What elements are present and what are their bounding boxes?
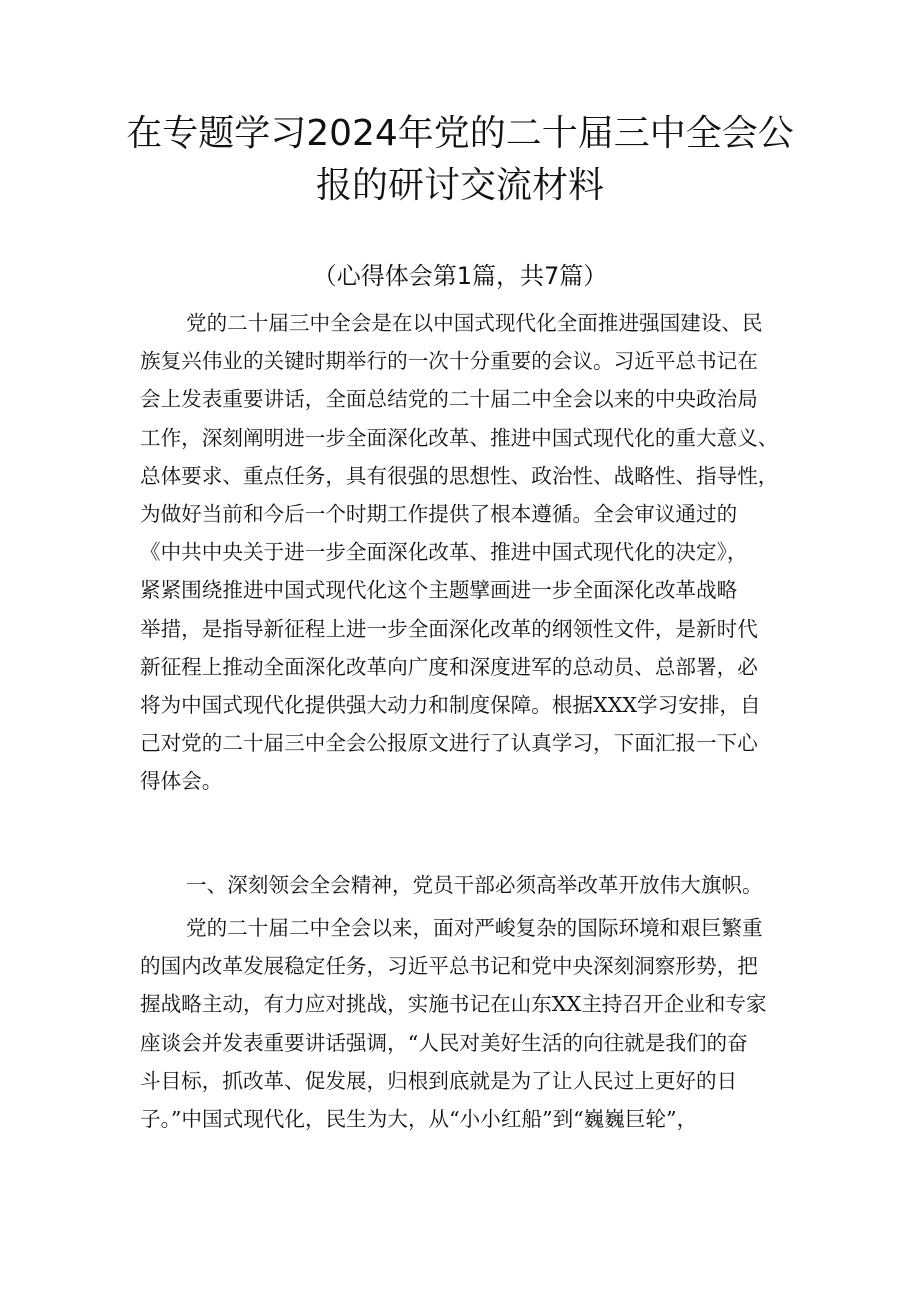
section-heading-1: 一、深刻领会全会精神，党员干部必须高举改革开放伟大旗帜。 bbox=[186, 873, 763, 897]
paragraph-line: 紧紧围绕推进中国式现代化这个主题擘画进一步全面深化改革战略 bbox=[140, 578, 738, 603]
paragraph-line: 族复兴伟业的关键时期举行的一次十分重要的会议。习近平总书记在 bbox=[140, 349, 758, 374]
paragraph-line: 总体要求、重点任务，具有很强的思想性、政治性、战略性、指导性， bbox=[140, 463, 779, 488]
paragraph-line: 子。”中国式现代化，民生为大，从“小小红船”到“巍巍巨轮”， bbox=[140, 1107, 698, 1132]
paragraph-line: 《中共中央关于进一步全面深化改革、推进中国式现代化的决定》， bbox=[140, 540, 748, 565]
title-line-2: 报的研讨交流材料 bbox=[315, 165, 604, 206]
paragraph-line: 将为中国式现代化提供强大动力和制度保障。根据XXX学习安排，自 bbox=[140, 693, 761, 718]
paragraph-line: 党的二十届三中全会是在以中国式现代化全面推进强国建设、民 bbox=[186, 311, 763, 335]
title-line-1: 在专题学习2024年党的二十届三中全会公 bbox=[126, 113, 794, 154]
paragraph-1 bbox=[140, 304, 780, 801]
paragraph-line: 举措，是指导新征程上进一步全面深化改革的纲领性文件，是新时代 bbox=[140, 616, 758, 641]
paragraph-line: 会上发表重要讲话，全面总结党的二十届二中全会以来的中央政治局 bbox=[140, 387, 758, 412]
paragraph-line: 斗目标，抓改革、促发展，归根到底就是为了让人民过上更好的日 bbox=[140, 1068, 738, 1093]
paragraph-2 bbox=[140, 909, 780, 1138]
paragraph-line: 得体会。 bbox=[140, 769, 223, 794]
document-subtitle: （心得体会第1篇，共7篇） bbox=[312, 262, 608, 290]
paragraph-line: 为做好当前和今后一个时期工作提供了根本遵循。全会审议通过的 bbox=[140, 502, 738, 527]
paragraph-line: 己对党的二十届三中全会公报原文进行了认真学习，下面汇报一下心 bbox=[140, 731, 758, 756]
document-title bbox=[90, 108, 830, 212]
paragraph-line: 握战略主动，有力应对挑战，实施书记在山东XX主持召开企业和专家 bbox=[140, 992, 767, 1017]
paragraph-line: 座谈会并发表重要讲话强调，“人民对美好生活的向往就是我们的奋 bbox=[140, 1030, 748, 1055]
paragraph-line: 工作，深刻阐明进一步全面深化改革、推进中国式现代化的重大意义、 bbox=[140, 425, 779, 450]
paragraph-line: 党的二十届二中全会以来，面对严峻复杂的国际环境和艰巨繁重 bbox=[186, 916, 763, 940]
paragraph-line: 的国内改革发展稳定任务，习近平总书记和党中央深刻洞察形势，把 bbox=[140, 954, 758, 979]
paragraph-line: 新征程上推动全面深化改革向广度和深度进军的总动员、总部署，必 bbox=[140, 654, 758, 679]
